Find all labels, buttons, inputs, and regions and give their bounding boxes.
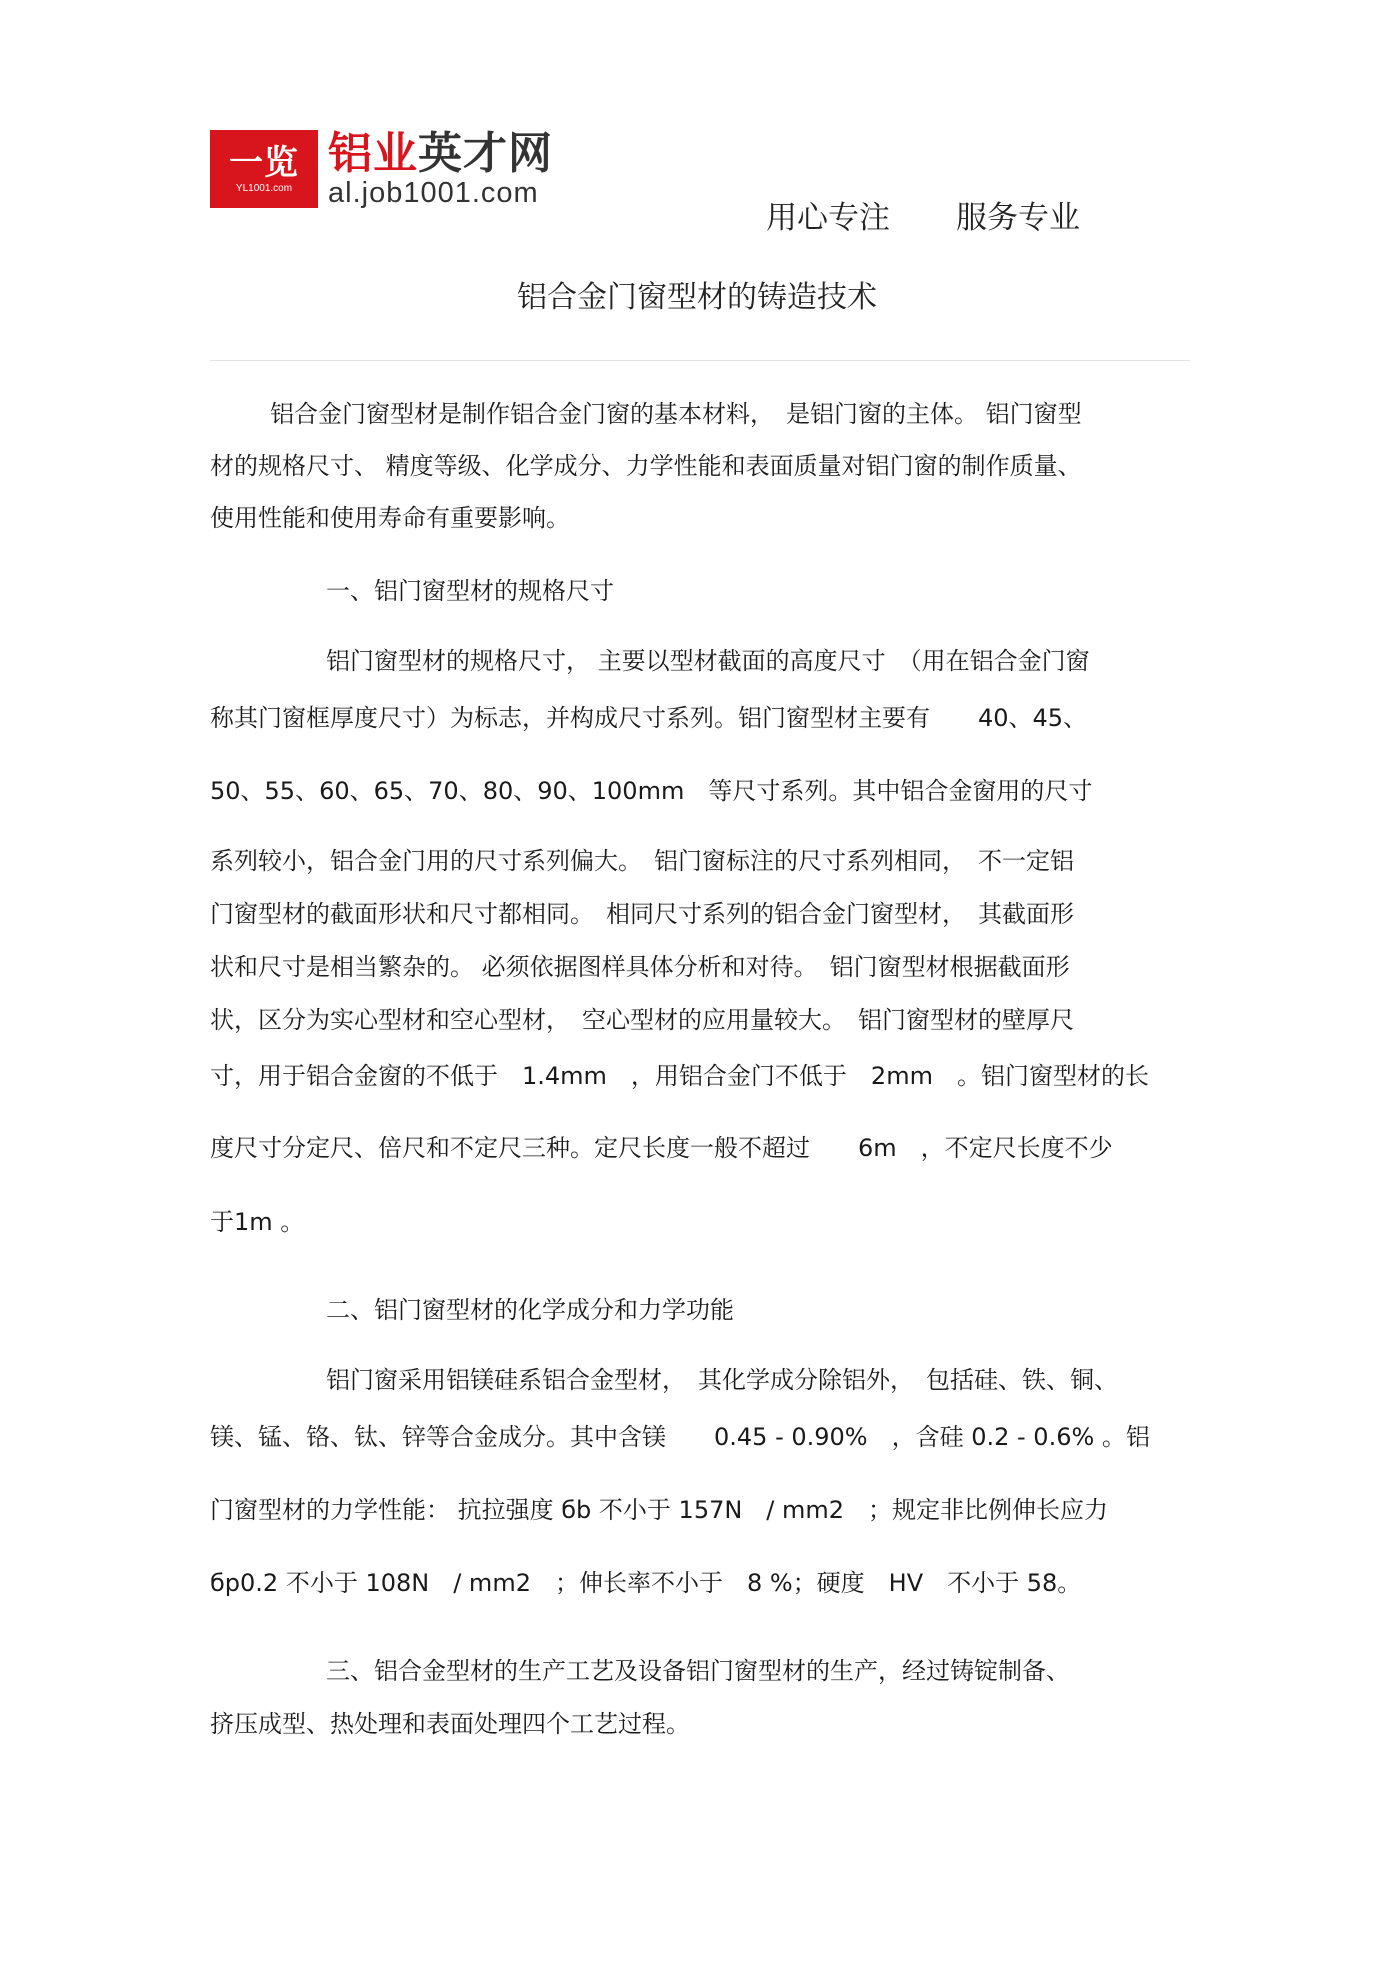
site-logo[interactable] (210, 130, 553, 208)
body-line: 使用性能和使用寿命有重要影响。 (210, 504, 570, 532)
document-title: 铝合金门窗型材的铸造技术 (517, 280, 877, 315)
section-heading: 二、铝门窗型材的化学成分和力学功能 (326, 1296, 734, 1324)
body-line: 材的规格尺寸、 精度等级、化学成分、力学性能和表面质量对铝门窗的制作质量、 (210, 452, 1082, 480)
slogan-part-1: 用心专注 (766, 200, 890, 236)
logo-url: al.job1001.com (328, 177, 539, 209)
body-line: 铝门窗采用铝镁硅系铝合金型材， 其化学成分除铝外， 包括硅、铁、铜、 (326, 1366, 1118, 1394)
slogan (766, 198, 1080, 238)
slogan-part-2: 服务专业 (956, 200, 1080, 236)
logo-badge-subtext: YL1001.com (235, 183, 293, 194)
body-line: 状，区分为实心型材和空心型材， 空心型材的应用量较大。 铝门窗型材的壁厚尺 (210, 1006, 1074, 1034)
body-line: 寸，用于铝合金窗的不低于 1.4mm ，用铝合金门不低于 2mm 。铝门窗型材的长 (210, 1062, 1149, 1090)
title-divider (210, 360, 1190, 361)
body-line: 系列较小，铝合金门用的尺寸系列偏大。 铝门窗标注的尺寸系列相同， 不一定铝 (210, 847, 1074, 875)
body-line: 50、55、60、65、70、80、90、100mm 等尺寸系列。其中铝合金窗用的尺寸 (210, 777, 1093, 805)
logo-text (328, 130, 553, 208)
body-line: 铝门窗型材的规格尺寸， 主要以型材截面的高度尺寸 （用在铝合金门窗 (326, 647, 1090, 675)
section-heading: 三、铝合金型材的生产工艺及设备铝门窗型材的生产，经过铸锭制备、 (326, 1657, 1070, 1685)
body-line: 挤压成型、热处理和表面处理四个工艺过程。 (210, 1710, 690, 1738)
body-line: 镁、锰、铬、钛、锌等合金成分。其中含镁 0.45 - 0.90% ，含硅 0.2 - 0.6% 。铝 (210, 1423, 1150, 1451)
body-line: 称其门窗框厚度尺寸）为标志，并构成尺寸系列。铝门窗型材主要有 40、45、 (210, 704, 1088, 732)
body-line: 铝合金门窗型材是制作铝合金门窗的基本材料， 是铝门窗的主体。 铝门窗型 (270, 400, 1082, 428)
body-line: бp0.2 不小于 108N / mm2 ；伸长率不小于 8 %；硬度 HV 不小于 58。 (210, 1569, 1082, 1597)
body-line: 门窗型材的力学性能： 抗拉强度 бb 不小于 157N / mm2 ；规定非比例伸长应力 (210, 1496, 1109, 1524)
logo-site-name (328, 130, 553, 178)
logo-site-name-part1: 铝业 (328, 128, 418, 179)
body-line: 门窗型材的截面形状和尺寸都相同。 相同尺寸系列的铝合金门窗型材， 其截面形 (210, 900, 1074, 928)
section-heading: 一、铝门窗型材的规格尺寸 (326, 577, 614, 605)
logo-site-name-part2: 英才网 (418, 128, 553, 179)
body-line: 状和尺寸是相当繁杂的。 必须依据图样具体分析和对待。 铝门窗型材根据截面形 (210, 953, 1070, 981)
body-line: 于1m 。 (210, 1208, 305, 1236)
body-line: 度尺寸分定尺、倍尺和不定尺三种。定尺长度一般不超过 6m ，不定尺长度不少 (210, 1134, 1113, 1162)
logo-badge-text: 一览 (229, 143, 299, 183)
logo-badge (210, 130, 318, 208)
